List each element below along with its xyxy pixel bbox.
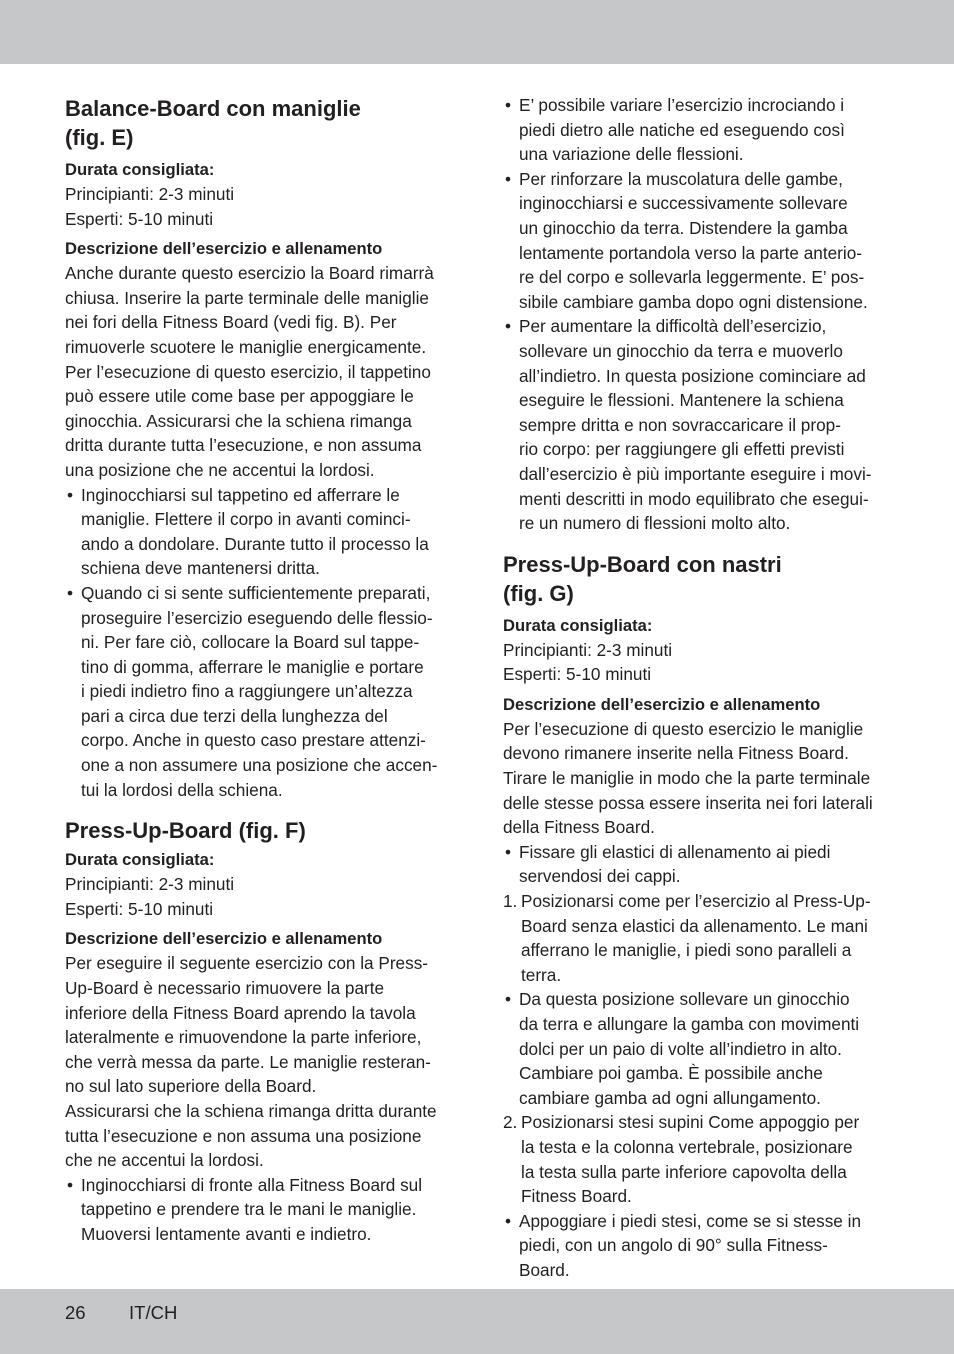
list-item-text: Fissare gli elastici di allenamento ai piedi servendosi dei cappi. (519, 841, 831, 887)
language-code: IT/CH (129, 1302, 178, 1323)
press-up-board-straps-title: Press-Up-Board con nastri (fig. G) (503, 551, 782, 606)
balance-experts: Esperti: 5-10 minuti (65, 208, 214, 229)
straps-beginners: Principianti: 2-3 minuti (503, 639, 673, 660)
list-item: • Fissare gli elastici di allenamento ai piedi servendosi dei cappi. (505, 841, 831, 887)
list-item: • Per rinforzare la muscolatura delle gambe, inginocchiarsi e successivamente sollevare un ginocchio da terra. Distendere la gamba lentamente portandola verso la parte anterio- re del corpo e sollevarla leggermente. E’ pos- sibile cambiare gamba dopo ogni distensione. (505, 168, 868, 312)
numbered-item: 1. Posizionarsi come per l’esercizio al Press-Up- Board senza elastici da allenamento. Le mani afferrano le maniglie, i piedi sono paralleli a terra. (503, 891, 871, 985)
page-number: 26 (65, 1302, 86, 1323)
balance-description-label: Descrizione dell’esercizio e allenamento (65, 239, 383, 259)
list-item-text: Inginocchiarsi sul tappetino ed afferrare le maniglie. Flettere il corpo in avanti cominci- ando a dondolare. Durante tutto il processo la schiena deve mantenersi dritta. (81, 484, 429, 579)
list-item-text: Per aumentare la difficoltà dell’esercizio, sollevare un ginocchio da terra e muoverlo all’indietro. In questa posizione cominciare ad eseguire le flessioni. Mantenere la schiena sempre dritta e non sovraccaricare il prop- rio corpo: per raggiungere gli effetti previsti dall’esercizio è più importante eseguire i movi- menti descritti in modo equilibrato che esegui- re un numero di flessioni molto alto. (519, 316, 872, 534)
balance-board-title: Balance-Board con maniglie (fig. E) (65, 96, 361, 150)
list-item-text: Da questa posizione sollevare un ginocchio da terra e allungare la gamba con movimenti dolci per un paio di volte all’indietro in alto. Cambiare poi gamba. È possibile anche cambiare gamba ad ogni allungamento. (519, 989, 860, 1108)
pressup-experts: Esperti: 5-10 minuti (65, 898, 214, 919)
list-item: • Inginocchiarsi di fronte alla Fitness Board sul tappetino e prendere tra le mani le maniglie. Muoversi lentamente avanti e indietro. (67, 1174, 423, 1244)
straps-description-label: Descrizione dell’esercizio e allenamento (503, 694, 821, 714)
header-band (0, 0, 954, 64)
numbered-item: 2. Posizionarsi stesi supini Come appoggio per la testa e la colonna vertebrale, posizionare la testa sulla parte inferiore capovolta della Fitness Board. (503, 1112, 860, 1207)
list-item-text: Per rinforzare la muscolatura delle gambe, inginocchiarsi e successivamente sollevare un ginocchio da terra. Distendere la gamba lentamente portandola verso la parte anterio- re del corpo e sollevarla leggermente. E’ pos- sibile cambiare gamba dopo ogni distensione. (519, 168, 868, 312)
list-item-text: Quando ci si sente sufficientemente preparati, proseguire l’esercizio eseguendo delle flessio- ni. Per fare ciò, collocare la Board sul tappe- tino di gomma, afferrare le maniglie e portare i piedi indietro fino a raggiungere un’altezza pari a circa due terzi della lunghezza del corpo. Anche in questo caso prestare attenzi- one a non assumere una posizione che accen- tui la lordosi della schiena. (81, 582, 438, 800)
list-item-text: Inginocchiarsi di fronte alla Fitness Board sul tappetino e prendere tra le mani le maniglie. Muoversi lentamente avanti e indietro. (81, 1174, 423, 1244)
pressup-description-label: Descrizione dell’esercizio e allenamento (65, 929, 383, 949)
straps-experts: Esperti: 5-10 minuti (503, 664, 652, 685)
list-item-text: Appoggiare i piedi stesi, come se si stesse in piedi, con un angolo di 90° sulla Fitness- Board. (519, 1210, 862, 1280)
pressup-beginners: Principianti: 2-3 minuti (65, 874, 235, 895)
balance-beginners: Principianti: 2-3 minuti (65, 184, 235, 204)
balance-description: Anche durante questo esercizio la Board rimarrà chiusa. Inserire la parte terminale delle maniglie nei fori della Fitness Board (vedi fig. B). Per rimuoverle scuotere le maniglie energicamente. Per l’esecuzione di questo esercizio, il tappetino può essere utile come base per appoggiare le ginocchia. Assicurarsi che la schiena rimanga dritta durante tutta l’esecuzione, e non assuma una posizione che ne accentui la lordosi. (65, 263, 434, 480)
numbered-item-text: Posizionarsi come per l’esercizio al Press-Up- Board senza elastici da allenamento. Le mani afferrano le maniglie, i piedi sono paralleli a terra. (521, 891, 871, 985)
left-column (65, 93, 455, 1247)
list-item: • Da questa posizione sollevare un ginocchio da terra e allungare la gamba con movimenti dolci per un paio di volte all’indietro in alto. Cambiare poi gamba. È possibile anche cambiare gamba ad ogni allungamento. (505, 989, 860, 1108)
balance-duration-label: Durata consigliata: (65, 160, 215, 179)
list-item: • E’ possibile variare l’esercizio incrociando i piedi dietro alle natiche ed eseguendo così una variazione delle flessioni. (505, 95, 845, 165)
pressup-description: Per eseguire il seguente esercizio con la Press- Up-Board è necessario rimuovere la parte inferiore della Fitness Board aprendo la tavola lateralmente e rimuovendone la parte inferiore, che verrà messa da parte. Le maniglie resteran- no sul lato superiore della Board. Assicurarsi che la schiena rimanga dritta durante tutta l’esecuzione e non assuma una posizione che ne accentui la lordosi. (65, 953, 437, 1171)
straps-description: Per l’esecuzione di questo esercizio le maniglie devono rimanere inserite nella Fitness Board. Tirare le maniglie in modo che la parte terminale delle stesse possa essere inserita nei fori laterali della Fitness Board. (503, 718, 873, 838)
list-item: • Inginocchiarsi sul tappetino ed afferrare le maniglie. Flettere il corpo in avanti cominci- ando a dondolare. Durante tutto il processo la schiena deve mantenersi dritta. (67, 484, 429, 579)
list-item: • Quando ci si sente sufficientemente preparati, proseguire l’esercizio eseguendo delle flessio- ni. Per fare ciò, collocare la Board sul tappe- tino di gomma, afferrare le maniglie e portare i piedi indietro fino a raggiungere un’altezza pari a circa due terzi della lunghezza del corpo. Anche in questo caso prestare attenzi- one a non assumere una posizione che accen- tui la lordosi della schiena. (67, 582, 438, 800)
pressup-duration-label: Durata consigliata: (65, 850, 215, 870)
list-item-text: E’ possibile variare l’esercizio incrociando i piedi dietro alle natiche ed eseguendo così una variazione delle flessioni. (519, 95, 845, 165)
right-column (503, 93, 895, 1283)
list-item: • Appoggiare i piedi stesi, come se si stesse in piedi, con un angolo di 90° sulla Fitness- Board. (505, 1210, 862, 1280)
press-up-board-title: Press-Up-Board (fig. F) (65, 818, 306, 844)
list-item: • Per aumentare la difficoltà dell’esercizio, sollevare un ginocchio da terra e muoverlo all’indietro. In questa posizione cominciare ad eseguire le flessioni. Mantenere la schiena sempre dritta e non sovraccaricare il prop- rio corpo: per raggiungere gli effetti previsti dall’esercizio è più importante eseguire i movi- menti descritti in modo equilibrato che esegui- re un numero di flessioni molto alto. (505, 316, 872, 534)
straps-duration-label: Durata consigliata: (503, 615, 653, 635)
numbered-item-text: Posizionarsi stesi supini Come appoggio per la testa e la colonna vertebrale, posizionare la testa sulla parte inferiore capovolta della Fitness Board. (521, 1112, 860, 1207)
